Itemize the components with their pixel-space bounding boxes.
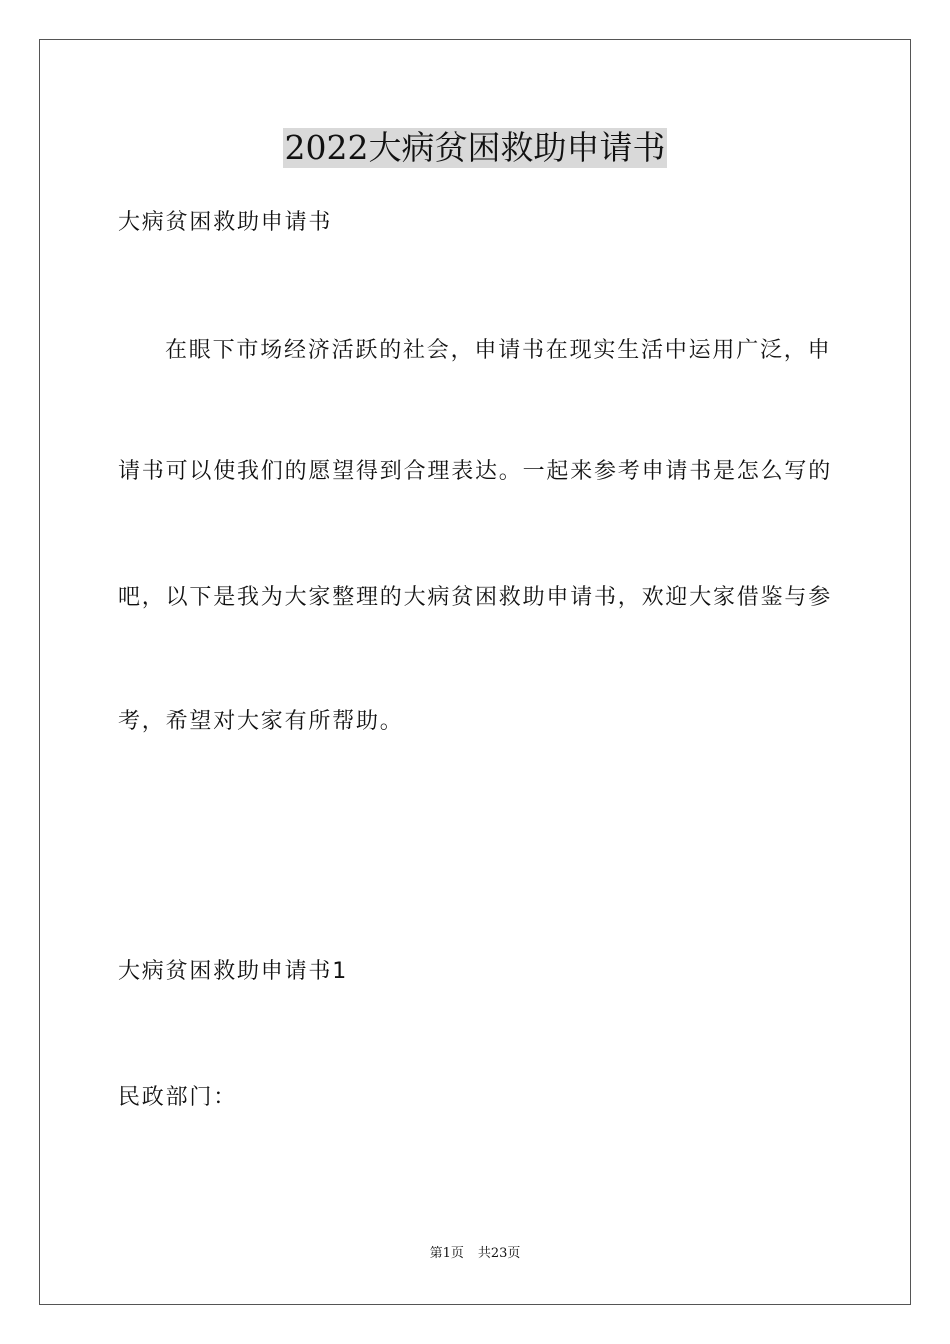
document-title: 2022大病贫困救助申请书 (284, 128, 666, 167)
paragraph-line-2: 请书可以使我们的愿望得到合理表达。一起来参考申请书是怎么写的 (118, 459, 833, 484)
section-heading: 大病贫困救助申请书1 (118, 959, 348, 984)
page-footer (0, 1245, 950, 1263)
salutation: 民政部门： (118, 1085, 238, 1110)
title-container (0, 128, 950, 168)
page-number: 第1页 (429, 1246, 464, 1261)
page-total: 共23页 (477, 1246, 521, 1261)
document-subtitle: 大病贫困救助申请书 (118, 210, 333, 235)
paragraph-line-3: 吧，以下是我为大家整理的大病贫困救助申请书，欢迎大家借鉴与参 (118, 585, 833, 610)
paragraph-line-1: 在眼下市场经济活跃的社会，申请书在现实生活中运用广泛，申 (165, 338, 832, 363)
paragraph-line-4: 考，希望对大家有所帮助。 (118, 709, 404, 734)
